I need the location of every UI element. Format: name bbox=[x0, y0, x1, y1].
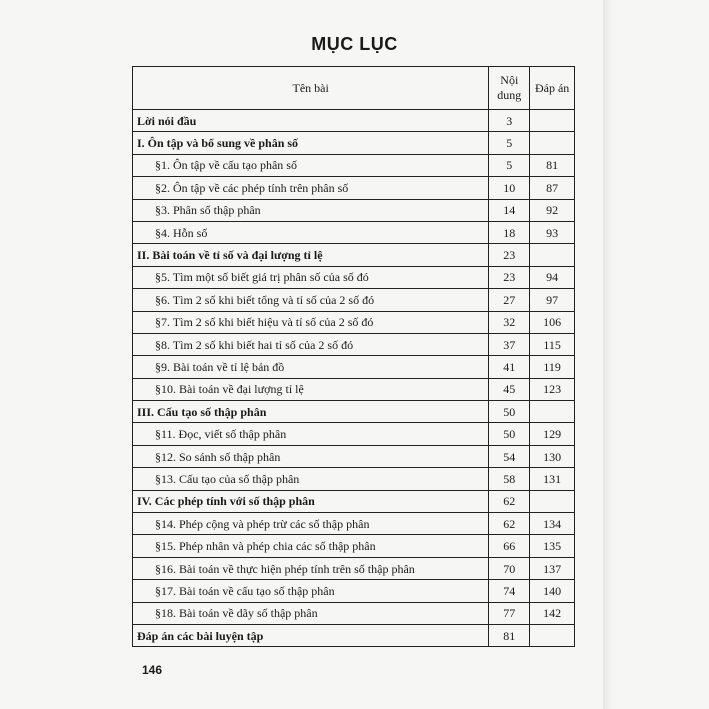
section-title: II. Bài toán về tỉ số và đại lượng tỉ lệ bbox=[137, 248, 323, 263]
lesson-name bbox=[133, 423, 489, 445]
section-title: Lời nói đầu bbox=[137, 113, 197, 128]
answer-page bbox=[530, 624, 575, 646]
table-of-contents bbox=[132, 66, 575, 647]
content-page: 62 bbox=[489, 490, 530, 512]
lesson-name bbox=[133, 221, 489, 243]
answer-page: 140 bbox=[530, 580, 575, 602]
lesson-name bbox=[133, 401, 489, 423]
answer-page: 137 bbox=[530, 557, 575, 579]
header-answer: Đáp án bbox=[530, 67, 575, 110]
content-page: 32 bbox=[489, 311, 530, 333]
content-page: 5 bbox=[489, 132, 530, 154]
table-row bbox=[133, 110, 575, 132]
content-page: 81 bbox=[489, 624, 530, 646]
answer-page: 123 bbox=[530, 378, 575, 400]
table-row bbox=[133, 132, 575, 154]
lesson-name bbox=[133, 445, 489, 467]
lesson-title: §3. Phân số thập phân bbox=[155, 203, 261, 218]
lesson-title: §18. Bài toán về dãy số thập phân bbox=[155, 606, 318, 621]
lesson-title: §11. Đọc, viết số thập phân bbox=[155, 427, 287, 442]
content-page: 70 bbox=[489, 557, 530, 579]
table-row bbox=[133, 490, 575, 512]
lesson-title: §1. Ôn tập về cấu tạo phân số bbox=[155, 158, 297, 173]
content-page: 66 bbox=[489, 535, 530, 557]
lesson-name bbox=[133, 199, 489, 221]
content-page: 10 bbox=[489, 177, 530, 199]
lesson-name bbox=[133, 490, 489, 512]
table-row bbox=[133, 266, 575, 288]
content-page: 77 bbox=[489, 602, 530, 624]
content-page: 23 bbox=[489, 244, 530, 266]
answer-page: 93 bbox=[530, 221, 575, 243]
content-page: 54 bbox=[489, 445, 530, 467]
lesson-title: §16. Bài toán về thực hiện phép tính trên số thập phân bbox=[155, 561, 415, 576]
content-page: 37 bbox=[489, 333, 530, 355]
lesson-name bbox=[133, 311, 489, 333]
table-row bbox=[133, 311, 575, 333]
lesson-name bbox=[133, 624, 489, 646]
lesson-title: §9. Bài toán về tỉ lệ bản đồ bbox=[155, 359, 285, 374]
answer-page bbox=[530, 110, 575, 132]
lesson-name bbox=[133, 580, 489, 602]
section-title: III. Cấu tạo số thập phân bbox=[137, 404, 267, 419]
answer-page: 97 bbox=[530, 289, 575, 311]
lesson-title: §4. Hỗn số bbox=[155, 225, 208, 240]
page-number: 146 bbox=[142, 663, 163, 677]
section-title: IV. Các phép tính với số thập phân bbox=[137, 494, 315, 509]
content-page: 45 bbox=[489, 378, 530, 400]
lesson-name bbox=[133, 266, 489, 288]
table-row bbox=[133, 624, 575, 646]
content-page: 27 bbox=[489, 289, 530, 311]
table-row bbox=[133, 378, 575, 400]
content-page: 58 bbox=[489, 468, 530, 490]
table-row bbox=[133, 445, 575, 467]
lesson-name bbox=[133, 244, 489, 266]
lesson-title: §7. Tìm 2 số khi biết hiệu và tỉ số của 2 số đó bbox=[155, 315, 374, 330]
content-page: 50 bbox=[489, 401, 530, 423]
answer-page: 142 bbox=[530, 602, 575, 624]
table-row bbox=[133, 535, 575, 557]
table-row bbox=[133, 356, 575, 378]
answer-page: 134 bbox=[530, 513, 575, 535]
answer-page: 119 bbox=[530, 356, 575, 378]
lesson-title: §13. Cấu tạo của số thập phân bbox=[155, 471, 300, 486]
answer-page: 94 bbox=[530, 266, 575, 288]
lesson-name bbox=[133, 289, 489, 311]
answer-page: 115 bbox=[530, 333, 575, 355]
section-title: I. Ôn tập và bổ sung về phân số bbox=[137, 136, 299, 151]
lesson-title: §2. Ôn tập về các phép tính trên phân số bbox=[155, 180, 349, 195]
lesson-name bbox=[133, 110, 489, 132]
table-row bbox=[133, 602, 575, 624]
page-edge-shadow bbox=[603, 0, 613, 709]
content-page: 23 bbox=[489, 266, 530, 288]
lesson-title: §12. So sánh số thập phân bbox=[155, 449, 281, 464]
table-row bbox=[133, 289, 575, 311]
answer-page: 106 bbox=[530, 311, 575, 333]
table-body bbox=[133, 110, 575, 647]
lesson-name bbox=[133, 535, 489, 557]
answer-page bbox=[530, 490, 575, 512]
table-row bbox=[133, 154, 575, 176]
answer-page: 92 bbox=[530, 199, 575, 221]
content-page: 74 bbox=[489, 580, 530, 602]
table-row bbox=[133, 557, 575, 579]
content-page: 41 bbox=[489, 356, 530, 378]
table-row bbox=[133, 177, 575, 199]
lesson-name bbox=[133, 513, 489, 535]
lesson-title: §5. Tìm một số biết giá trị phân số của số đó bbox=[155, 270, 369, 285]
lesson-title: §15. Phép nhân và phép chia các số thập phân bbox=[155, 539, 376, 554]
answer-page bbox=[530, 401, 575, 423]
lesson-title: §6. Tìm 2 số khi biết tổng và tỉ số của 2 số đó bbox=[155, 292, 375, 307]
answer-page: 135 bbox=[530, 535, 575, 557]
header-name: Tên bài bbox=[133, 67, 489, 110]
content-page: 62 bbox=[489, 513, 530, 535]
lesson-name bbox=[133, 602, 489, 624]
table-row bbox=[133, 221, 575, 243]
answer-page bbox=[530, 244, 575, 266]
lesson-title: §17. Bài toán về cấu tạo số thập phân bbox=[155, 583, 335, 598]
table-row bbox=[133, 423, 575, 445]
table-row bbox=[133, 199, 575, 221]
lesson-name bbox=[133, 333, 489, 355]
content-page: 5 bbox=[489, 154, 530, 176]
answer-page: 81 bbox=[530, 154, 575, 176]
content-page: 3 bbox=[489, 110, 530, 132]
table-row bbox=[133, 244, 575, 266]
answer-page: 131 bbox=[530, 468, 575, 490]
answer-page: 87 bbox=[530, 177, 575, 199]
lesson-title: §8. Tìm 2 số khi biết hai tỉ số của 2 số đó bbox=[155, 337, 354, 352]
content-page: 50 bbox=[489, 423, 530, 445]
lesson-name bbox=[133, 132, 489, 154]
table-row bbox=[133, 468, 575, 490]
answer-page bbox=[530, 132, 575, 154]
table-row bbox=[133, 513, 575, 535]
header-content: Nội dung bbox=[489, 67, 530, 110]
lesson-title: §10. Bài toán về đại lượng tỉ lệ bbox=[155, 382, 304, 397]
lesson-name bbox=[133, 154, 489, 176]
lesson-name bbox=[133, 177, 489, 199]
table-row bbox=[133, 580, 575, 602]
lesson-name bbox=[133, 557, 489, 579]
lesson-title: §14. Phép cộng và phép trừ các số thập phân bbox=[155, 516, 370, 531]
answer-page: 129 bbox=[530, 423, 575, 445]
table-header-row bbox=[133, 67, 575, 110]
table-row bbox=[133, 401, 575, 423]
lesson-name bbox=[133, 378, 489, 400]
lesson-name bbox=[133, 468, 489, 490]
table-row bbox=[133, 333, 575, 355]
content-page: 18 bbox=[489, 221, 530, 243]
page-title: MỤC LỤC bbox=[311, 34, 398, 54]
content-page: 14 bbox=[489, 199, 530, 221]
lesson-name bbox=[133, 356, 489, 378]
answer-page: 130 bbox=[530, 445, 575, 467]
section-title: Đáp án các bài luyện tập bbox=[137, 628, 264, 643]
